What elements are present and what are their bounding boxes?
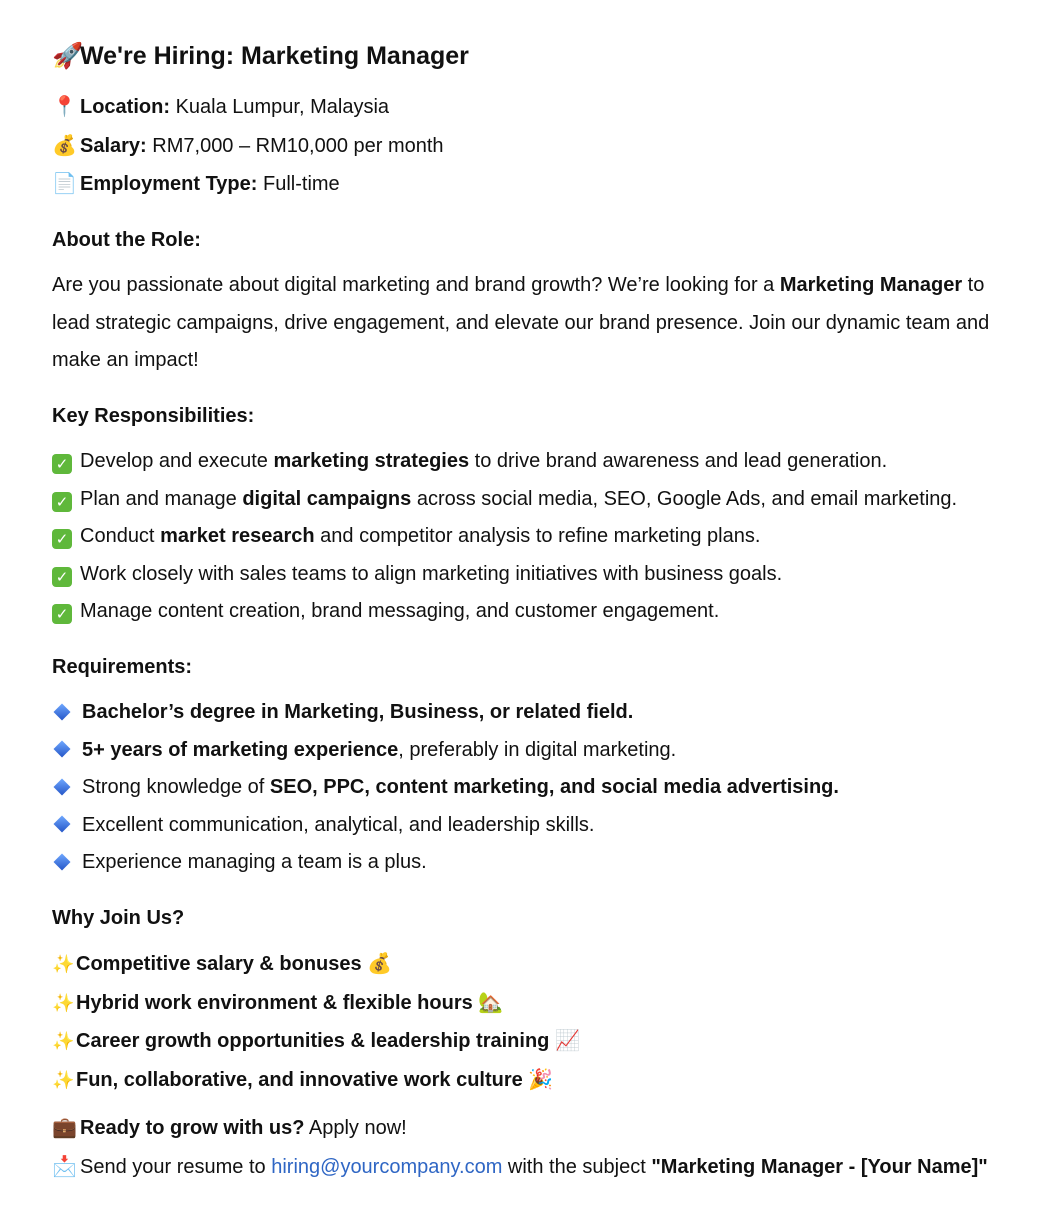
email-subject: "Marketing Manager - [Your Name]" — [651, 1155, 988, 1178]
email-link[interactable]: hiring@yourcompany.com — [271, 1155, 503, 1178]
list-item: ✓ Develop and execute marketing strategies to drive brand awareness and lead generation. — [52, 443, 1027, 481]
send-resume-line: 📩 Send your resume to hiring@yourcompany.com with the subject "Marketing Manager - [Your Name]" — [52, 1148, 1027, 1187]
sparkles-icon: ✨ — [52, 1069, 75, 1091]
page-title-text: We're Hiring: Marketing Manager — [80, 42, 469, 70]
envelope-icon: 📩 — [52, 1153, 77, 1178]
party-popper-icon: 🎉 — [528, 1066, 554, 1091]
check-icon: ✓ — [52, 604, 72, 624]
info-label: Employment Type: — [80, 173, 258, 195]
blue-diamond-icon — [54, 816, 71, 833]
list-item: ✓ Manage content creation, brand messaging, and customer engagement. — [52, 593, 1027, 631]
why-heading: Why Join Us? — [52, 906, 185, 929]
info-value: Full-time — [263, 173, 340, 195]
house-icon: 🏡 — [478, 989, 504, 1014]
pin-icon: 📍 — [52, 94, 77, 118]
list-item: Excellent communication, analytical, and leadership skills. — [52, 807, 1027, 845]
responsibilities-list — [52, 443, 1027, 631]
blue-diamond-icon — [54, 703, 71, 720]
blue-diamond-icon — [54, 853, 71, 870]
rocket-icon: 🚀 — [52, 41, 84, 70]
money-bag-icon: 💰 — [367, 951, 393, 975]
list-item: Bachelor’s degree in Marketing, Business, or related field. — [52, 694, 1027, 732]
call-to-action: 💼 Ready to grow with us? Apply now! — [52, 1109, 1027, 1148]
list-item: ✓ Conduct market research and competitor analysis to refine marketing plans. — [52, 518, 1027, 556]
requirements-list — [52, 694, 1027, 882]
sparkles-icon: ✨ — [52, 1031, 75, 1052]
document-icon: 📄 — [52, 171, 77, 195]
list-item: 5+ years of marketing experience, preferably in digital marketing. — [52, 732, 1027, 770]
list-item: ✨Fun, collaborative, and innovative work culture 🎉 — [52, 1061, 1027, 1100]
check-icon: ✓ — [52, 492, 72, 512]
list-item: ✨Competitive salary & bonuses 💰 — [52, 945, 1027, 984]
list-item: ✨Hybrid work environment & flexible hours 🏡 — [52, 984, 1027, 1023]
info-value: RM7,000 – RM10,000 per month — [152, 134, 444, 157]
job-info — [52, 88, 1027, 204]
check-icon: ✓ — [52, 529, 72, 549]
about-heading: About the Role: — [52, 228, 201, 251]
sparkles-icon: ✨ — [52, 992, 75, 1014]
check-icon: ✓ — [52, 454, 72, 474]
briefcase-icon: 💼 — [52, 1115, 77, 1139]
requirements-heading: Requirements: — [52, 655, 193, 678]
page-title — [52, 38, 1027, 74]
job-posting — [52, 38, 1027, 1186]
info-value: Kuala Lumpur, Malaysia — [175, 96, 390, 118]
sparkles-icon: ✨ — [52, 954, 75, 975]
list-item: ✨Career growth opportunities & leadership training 📈 — [52, 1022, 1027, 1061]
list-item: ✓ Plan and manage digital campaigns across social media, SEO, Google Ads, and email marketing. — [52, 481, 1027, 519]
info-salary — [52, 127, 1027, 166]
list-item: Experience managing a team is a plus. — [52, 844, 1027, 882]
info-employment-type — [52, 165, 1027, 204]
info-label: Salary: — [80, 134, 147, 157]
list-item: Strong knowledge of SEO, PPC, content marketing, and social media advertising. — [52, 769, 1027, 807]
blue-diamond-icon — [54, 741, 71, 758]
info-location — [52, 88, 1027, 127]
list-item: ✓ Work closely with sales teams to align marketing initiatives with business goals. — [52, 556, 1027, 594]
money-bag-icon: 💰 — [52, 132, 77, 157]
blue-diamond-icon — [54, 778, 71, 795]
info-label: Location: — [80, 96, 170, 118]
why-list — [52, 945, 1027, 1099]
responsibilities-heading: Key Responsibilities: — [52, 404, 255, 427]
check-icon: ✓ — [52, 567, 72, 587]
chart-up-icon: 📈 — [554, 1028, 580, 1052]
about-paragraph: Are you passionate about digital marketing and brand growth? We’re looking for a Marketing Manager to lead strategic campaigns, drive engagement, and elevate our brand presence. Join our dynamic team and make an impact! — [52, 274, 990, 371]
